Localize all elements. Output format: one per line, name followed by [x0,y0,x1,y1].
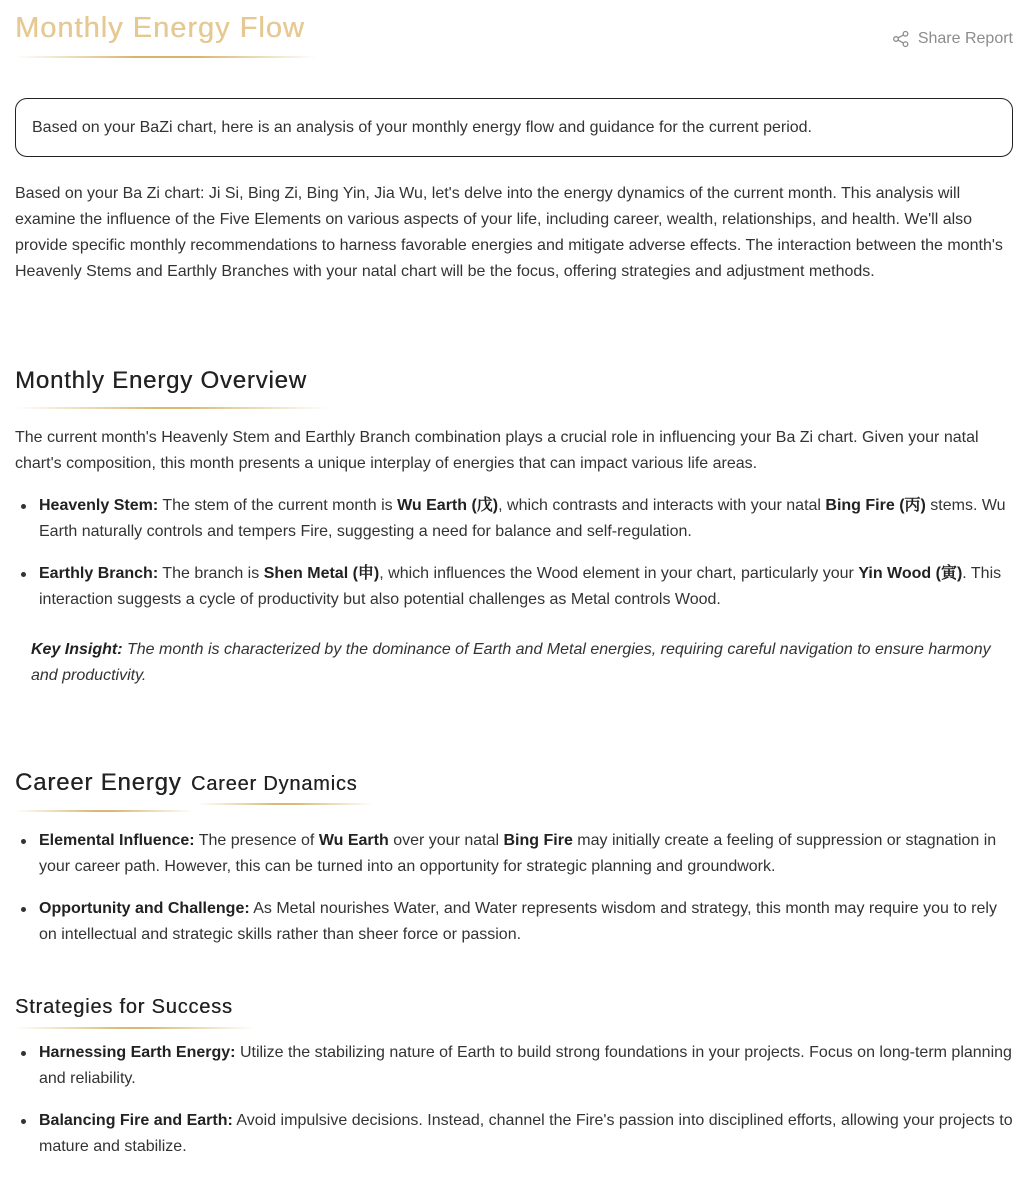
key-insight [31,637,1006,689]
item-label: Elemental Influence: [39,832,195,849]
list-item [15,1108,1015,1160]
item-text: Avoid impulsive decisions. Instead, channel the Fire's passion into disciplined efforts, allowing your projects to mature and stabilize. [39,1112,1013,1155]
strategies-heading-underline [15,1027,255,1029]
item-text: The stem of the current month is [158,497,398,514]
career-heading-underline [15,810,193,812]
share-report-button[interactable] [892,30,1013,48]
career-list [15,828,1015,964]
item-emphasis: Yin Wood (寅) [858,565,963,582]
item-text: The presence of [194,832,319,849]
item-emphasis: Wu Earth [318,832,389,849]
item-text: stems. Wu Earth naturally controls and tempers Fire, suggesting a need for balance and self-regulation. [39,497,1006,540]
intro-paragraph: Based on your Ba Zi chart: Ji Si, Bing Zi, Bing Yin, Jia Wu, let's delve into the energy dynamics of the current month. This analysis will examine the influence of the Five Elements on various aspects of your life, including career, wealth, relationships, and health. We'll also provide specific monthly recommendations to harness favorable energies and mitigate adverse effects. The interaction between the month's Heavenly Stems and Earthly Branches with your natal chart will be the focus, offering strategies and adjustment methods. [15,185,1003,280]
career-subheading: Career Dynamics [190,773,358,795]
intro-callout-text: Based on your BaZi chart, here is an analysis of your monthly energy flow and guidance for the current period. [32,118,812,136]
overview-paragraph: The current month's Heavenly Stem and Earthly Branch combination plays a crucial role in influencing your Ba Zi chart. Given your natal chart's composition, this month presents a unique interplay of energies that can impact various life areas. [15,429,979,472]
key-insight-text: The month is characterized by the dominance of Earth and Metal energies, requiring careful navigation to ensure harmony and productivity. [31,641,991,684]
list-item [15,1040,1015,1092]
item-label: Harnessing Earth Energy: [39,1044,236,1061]
intro-callout [15,98,1013,157]
item-text: . This interaction suggests a cycle of productivity but also potential challenges as Metal controls Wood. [39,565,1002,608]
item-label: Heavenly Stem: [39,497,159,514]
item-text: , which contrasts and interacts with your natal [498,497,826,514]
list-item [15,493,1015,545]
title-underline [15,56,317,58]
key-insight-label: Key Insight: [31,641,123,658]
list-item [15,561,1015,613]
item-text: Utilize the stabilizing nature of Earth to build strong foundations in your projects. Focus on long-term planning and reliability. [39,1044,1012,1087]
item-text: The branch is [158,565,264,582]
career-heading-text: Career Energy [15,769,182,796]
item-emphasis: Shen Metal (申) [263,565,380,582]
share-report-label: Share Report [917,30,1013,47]
career-heading [15,769,357,797]
strategies-heading: Strategies for Success [15,996,233,1018]
strategies-list [15,1040,1015,1176]
item-text: As Metal nourishes Water, and Water represents wisdom and strategy, this month may require you to rely on intellectual and strategic skills rather than sheer force or passion. [39,900,997,943]
list-item [15,828,1015,880]
item-emphasis: Wu Earth (戊) [397,497,499,514]
item-label: Earthly Branch: [39,565,159,582]
page-title: Monthly Energy Flow [15,12,305,44]
item-emphasis: Bing Fire (丙) [825,497,926,514]
career-subheading-underline [197,803,373,805]
item-text: , which influences the Wood element in your chart, particularly your [379,565,859,582]
share-icon [892,30,910,48]
item-emphasis: Bing Fire [503,832,573,849]
item-label: Opportunity and Challenge: [39,900,250,917]
overview-heading: Monthly Energy Overview [15,367,307,394]
item-text: may initially create a feeling of suppression or stagnation in your career path. However, this can be turned into an opportunity for strategic planning and groundwork. [39,832,997,875]
overview-heading-underline [15,407,329,409]
item-text: over your natal [388,832,504,849]
list-item [15,896,1015,948]
item-label: Balancing Fire and Earth: [39,1112,233,1129]
overview-list [15,493,1015,629]
